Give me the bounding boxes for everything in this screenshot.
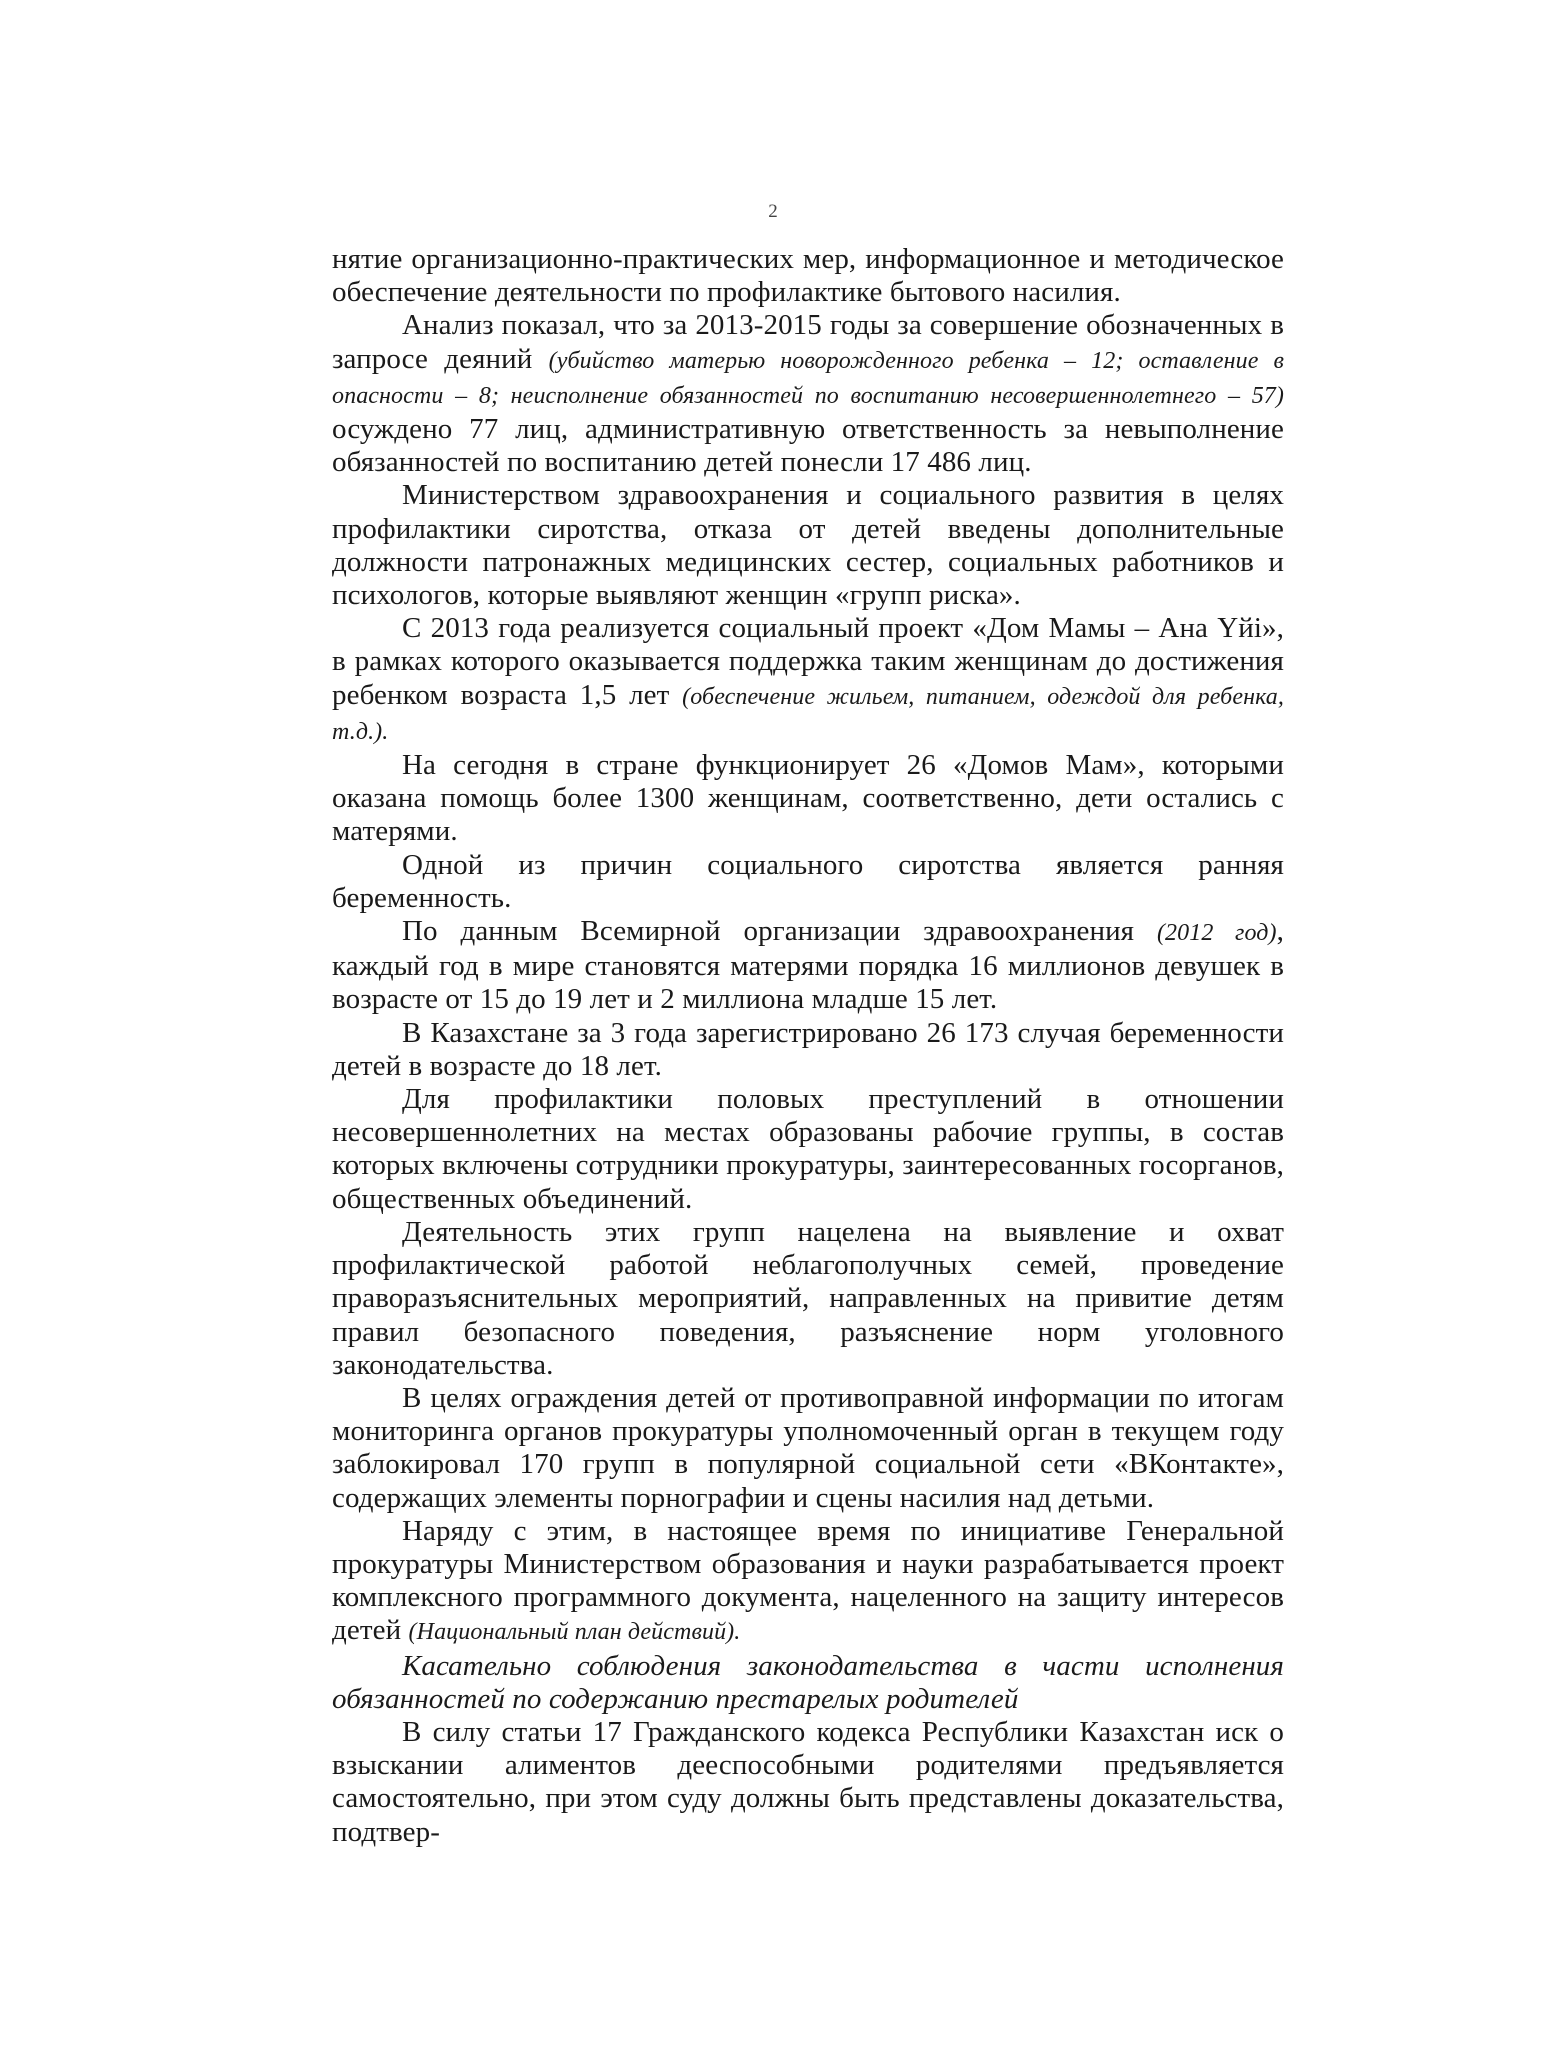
- paragraph-text: По данным Всемирной организации здравоохранения: [402, 915, 1157, 948]
- italic-note: (Национальный план действий).: [408, 1619, 741, 1646]
- paragraph-mother-house-project: [332, 612, 1284, 749]
- paragraph-text: В силу статьи 17 Гражданского кодекса Республики Казахстан иск о взыскании алиментов дееспособными родителями предъявляется самостоятельно, при этом суду должны быть представлены доказательства, подтвер-: [332, 1715, 1284, 1848]
- paragraph-blocked-groups: [332, 1382, 1284, 1515]
- paragraph-text: Министерством здравоохранения и социального развития в целях профилактики сиротства, отказа от детей введены дополнительные должности патронажных медицинских сестер, социальных работников и психологов, которые выявляют женщин «групп риска».: [332, 479, 1284, 612]
- section-heading: [332, 1650, 1284, 1716]
- paragraph-analysis: [332, 309, 1284, 479]
- paragraph-kazakhstan-pregnancy: [332, 1017, 1284, 1083]
- paragraph-working-groups: [332, 1083, 1284, 1216]
- paragraph-ministry-health: [332, 479, 1284, 612]
- paragraph-mother-houses-count: [332, 749, 1284, 849]
- paragraph-text: Деятельность этих групп нацелена на выявление и охват профилактической работой неблагополучных семей, проведение праворазъяснительных мероприятий, направленных на привитие детям правил безопасного поведения, разъяснение норм уголовного законодательства.: [332, 1215, 1284, 1381]
- paragraph-text: В целях ограждения детей от противоправной информации по итогам мониторинга органов прокуратуры уполномоченный орган в текущем году заблокировал 170 групп в популярной социальной сети «ВКонтакте», содержащих элементы порнографии и сцены насилия над детьми.: [332, 1381, 1284, 1514]
- paragraph-text: , каждый год в мире становятся матерями порядка 16 миллионов девушек в возрасте от 15 до 19 лет и 2 миллиона младше 15 лет.: [332, 915, 1284, 1016]
- paragraph-civil-code: [332, 1716, 1284, 1849]
- paragraph-text: нятие организационно-практических мер, информационное и методическое обеспечение деятельности по профилактике бытового насилия.: [332, 243, 1284, 309]
- section-heading-text: Касательно соблюдения законодательства в части исполнения обязанностей по содержанию престарелых родителей: [332, 1649, 1284, 1715]
- paragraph-groups-activity: [332, 1216, 1284, 1382]
- paragraph-text: Наряду с этим, в настоящее время по инициативе Генеральной прокуратуры Министерством образования и науки разрабатывается проект комплексного программного документа, нацеленного на защиту интересов детей: [332, 1514, 1284, 1647]
- paragraph-continuation: [332, 243, 1284, 309]
- paragraph-text: С 2013 года реализуется социальный проект «Дом Мамы – Ана Үйі», в рамках которого оказывается поддержка таким женщинам до достижения ребенком возраста 1,5 лет: [332, 612, 1284, 711]
- paragraph-text: Для профилактики половых преступлений в отношении несовершеннолетних на местах образованы рабочие группы, в состав которых включены сотрудники прокуратуры, заинтересованных госорганов, общественных объединений.: [332, 1083, 1284, 1215]
- paragraph-text: Анализ показал, что за 2013-2015 годы за совершение обозначенных в запросе деяний: [332, 309, 1284, 375]
- paragraph-text: осуждено 77 лиц, административную ответственность за невыполнение обязанностей по воспитанию детей понесли 17 486 лиц.: [332, 413, 1284, 479]
- paragraph-early-pregnancy: [332, 849, 1284, 915]
- paragraph-text: На сегодня в стране функционирует 26 «Домов Мам», которыми оказана помощь более 1300 женщинам, соответственно, дети остались с матерями.: [332, 749, 1284, 848]
- paragraph-text: В Казахстане за 3 года зарегистрировано 26 173 случая беременности детей в возрасте до 18 лет.: [332, 1016, 1284, 1082]
- page-number: 2: [768, 201, 778, 222]
- paragraph-national-plan: [332, 1515, 1284, 1650]
- italic-note: (обеспечение жильем, питанием, одеждой для ребенка, т.д.).: [332, 683, 1285, 745]
- paragraph-who-data: [332, 915, 1284, 1017]
- italic-note: (убийство матерью новорожденного ребенка – 12; оставление в опасности – 8; неисполнение обязанностей по воспитанию несовершеннолетнего – 57): [332, 347, 1284, 409]
- paragraph-text: Одной из причин социального сиротства является ранняя беременность.: [332, 848, 1284, 914]
- italic-note: (2012 год): [1156, 920, 1277, 947]
- document-body: [332, 243, 1284, 1849]
